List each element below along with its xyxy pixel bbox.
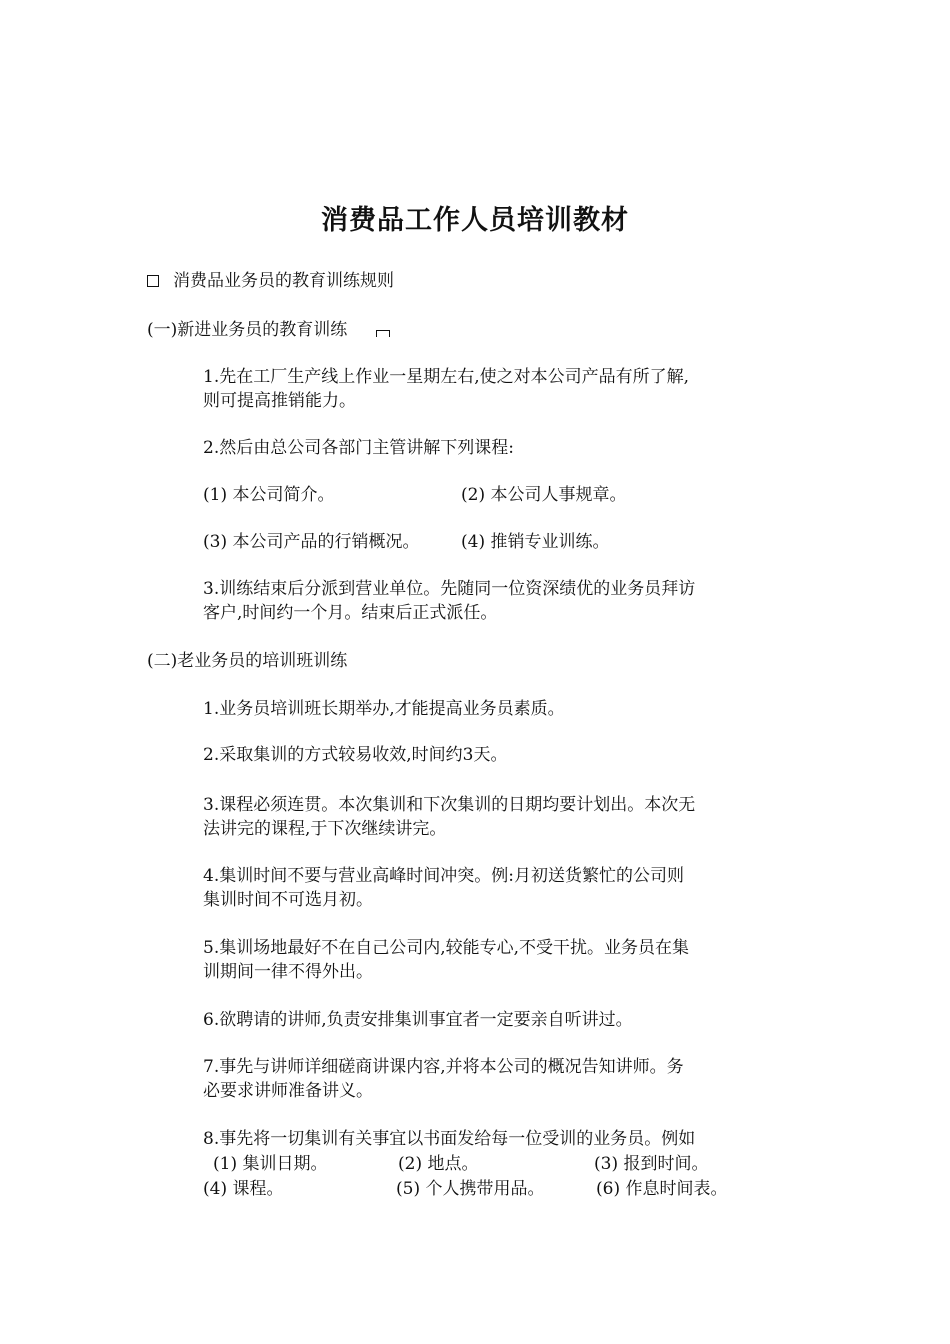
notice-item: (3) 报到时间。 (594, 1154, 709, 1174)
part1-item2: 2.然后由总公司各部门主管讲解下列课程: (203, 438, 514, 458)
text-cursor-mark (376, 330, 390, 337)
part2-item4-line2: 集训时间不可选月初。 (203, 890, 373, 910)
part1-item1-line2: 则可提高推销能力。 (203, 391, 356, 411)
notice-item: (6) 作息时间表。 (596, 1179, 728, 1199)
course-item: (2) 本公司人事规章。 (461, 485, 627, 505)
document-title: 消费品工作人员培训教材 (321, 205, 629, 236)
notice-item: (2) 地点。 (398, 1154, 479, 1174)
part2-item5-line1: 5.集训场地最好不在自己公司内,较能专心,不受干扰。业务员在集 (203, 938, 690, 958)
checkbox-bullet-icon (147, 275, 159, 287)
part2-item8: 8.事先将一切集训有关事宜以书面发给每一位受训的业务员。例如 (203, 1129, 696, 1149)
part2-item7-line2: 必要求讲师准备讲义。 (203, 1081, 373, 1101)
part2-item5-line2: 训期间一律不得外出。 (203, 962, 373, 982)
part2-item6: 6.欲聘请的讲师,负责安排集训事宜者一定要亲自听讲过。 (203, 1010, 633, 1030)
notice-item: (1) 集训日期。 (213, 1154, 328, 1174)
part2-heading: (二)老业务员的培训班训练 (147, 651, 348, 671)
course-item: (3) 本公司产品的行销概况。 (203, 532, 420, 552)
part2-item7-line1: 7.事先与讲师详细磋商讲课内容,并将本公司的概况告知讲师。务 (203, 1057, 684, 1077)
course-item: (4) 推销专业训练。 (461, 532, 610, 552)
part1-heading: (一)新进业务员的教育训练 (147, 320, 348, 340)
notice-item: (4) 课程。 (203, 1179, 284, 1199)
part2-item3-line1: 3.课程必须连贯。本次集训和下次集训的日期均要计划出。本次无 (203, 795, 696, 815)
part2-item2: 2.采取集训的方式较易收效,时间约3天。 (203, 745, 508, 765)
part1-item3-line2: 客户,时间约一个月。结束后正式派任。 (203, 603, 498, 623)
part1-item3-line1: 3.训练结束后分派到营业单位。先随同一位资深绩优的业务员拜访 (203, 579, 696, 599)
part2-item4-line1: 4.集训时间不要与营业高峰时间冲突。例:月初送货繁忙的公司则 (203, 866, 684, 886)
course-item: (1) 本公司简介。 (203, 485, 335, 505)
part2-item1: 1.业务员培训班长期举办,才能提高业务员素质。 (203, 699, 565, 719)
notice-item: (5) 个人携带用品。 (396, 1179, 545, 1199)
part2-item3-line2: 法讲完的课程,于下次继续讲完。 (203, 819, 447, 839)
part1-item1-line1: 1.先在工厂生产线上作业一星期左右,使之对本公司产品有所了解, (203, 367, 690, 387)
section-heading: 消费品业务员的教育训练规则 (173, 271, 394, 291)
